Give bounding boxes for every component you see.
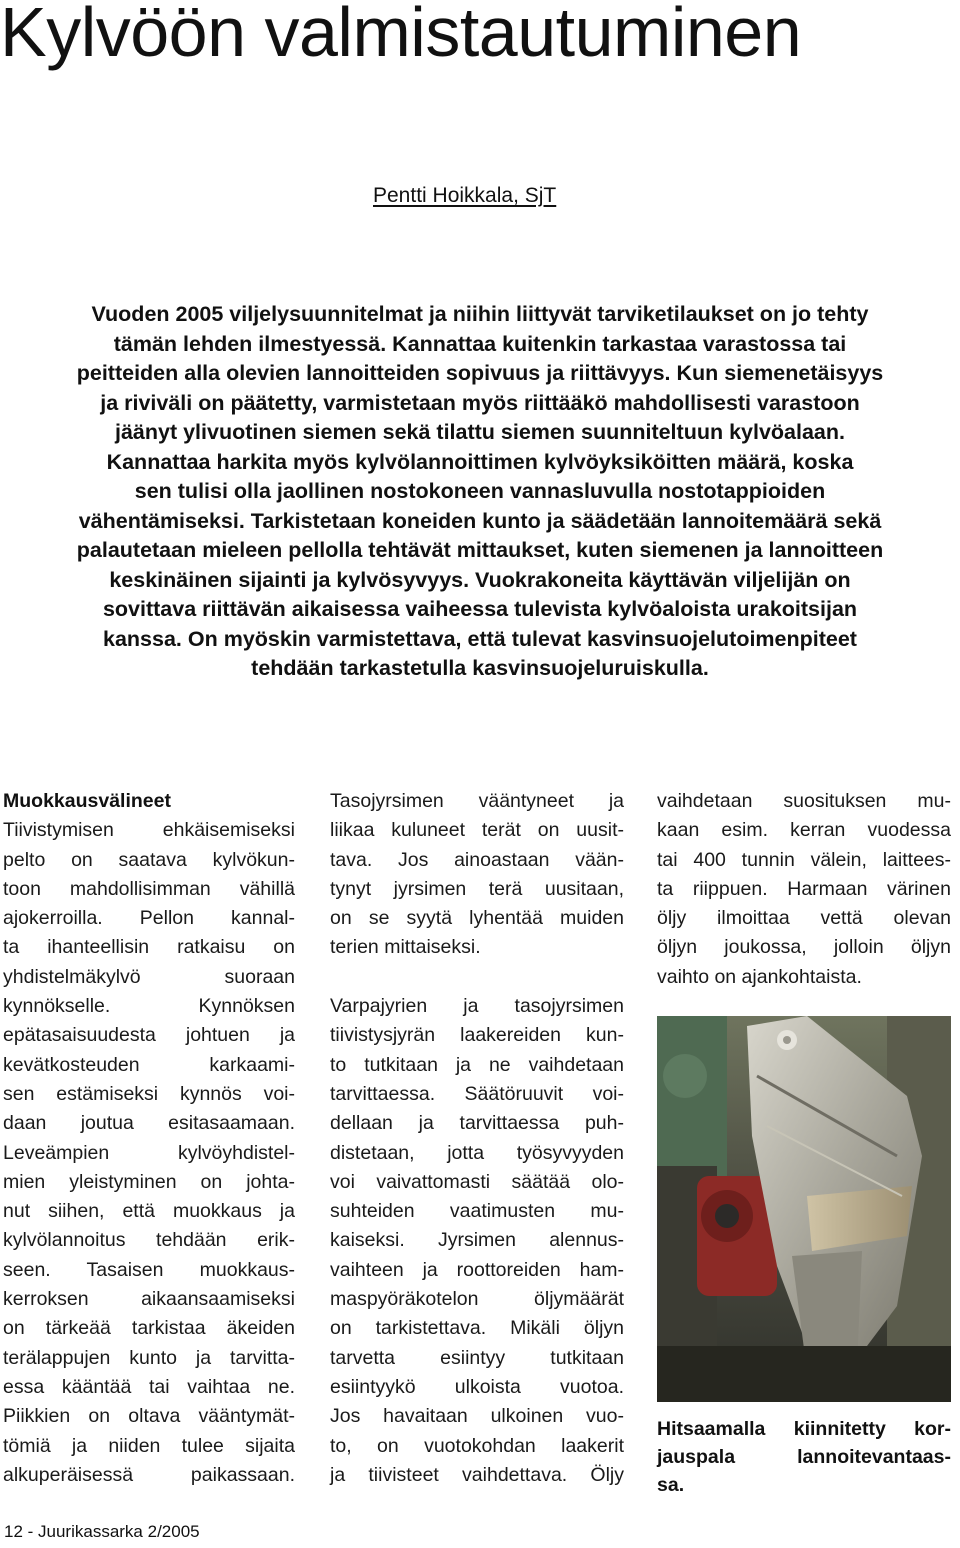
lead-line: tämän lehden ilmestyessä. Kannattaa kuitenkin tarkastaa varastossa tai [113,331,847,356]
body-line: on se syytä lyhentää muiden [330,907,624,930]
body-line: vaihto on ajankohtaista. [657,965,862,988]
body-line: Jos havaitaan ulkoinen vuo- [330,1405,624,1428]
body-line: kaan esim. kerran vuodessa [657,819,951,842]
body-line: tai 400 tunnin välein, laittees- [657,848,951,871]
body-line: essa kääntää tai vaihtaa ne. [3,1375,295,1398]
body-line: terälappujen kunto ja tarvitta- [3,1346,295,1369]
article-title: Kylvöön valmistautuminen [0,0,802,71]
body-line: distetaan, jotta työsyvyyden [330,1141,624,1164]
body-line: dellaan ja tarvittaessa puh- [330,1112,624,1135]
lead-line: tehdään tarkastetulla kasvinsuojeluruiskulla. [251,656,709,680]
body-line: tarvetta esiintyy tutkitaan [330,1346,624,1369]
body-line: epätasaisuudesta johtuen ja [3,1024,295,1047]
body-line: liikaa kuluneet terät on uusit- [330,819,624,842]
body-line: maspyöräkotelon öljymäärät [330,1288,624,1311]
caption-line: jauspala lannoitevantaas- [657,1446,951,1468]
lead-line: peitteiden alla olevien lannoitteiden sopivuus ja riittävyys. Kun siemenetäisyys [76,361,884,385]
lead-line: palautetaan mieleen pellolla tehtävät mittaukset, kuten siemenen ja lannoitteen [76,538,884,562]
body-line: tiivistysjyrän laakereiden kun- [330,1024,624,1047]
lead-line: sovittava riittävän aikaisessa vaiheessa tulevista kylvöaloista urakoitsijan [102,597,858,621]
column-3 [657,787,951,992]
body-line: pelto on saatava kylvökun- [3,848,295,871]
caption-line: sa. [657,1474,685,1496]
body-line: alkuperäisessä paikassaan. [3,1463,295,1486]
body-line: Varpajyrien ja tasojyrsimen [330,995,624,1018]
paragraph-gap [330,963,624,992]
lead-line: Kannattaa harkita myös kylvölannoittimen kylvöyksiköitten määrä, koska [106,449,854,474]
body-line: kylvölannoitus tehdään erik- [3,1229,295,1252]
body-line: mien yleistyminen on johta- [3,1170,295,1193]
photo-caption [657,1415,951,1499]
body-line: ta ihanteellisin ratkaisu on [3,936,295,959]
lead-line: kanssa. On myöskin varmistettava, että tulevat kasvinsuojelutoimenpiteet [103,626,857,651]
body-line: to, on vuotokohdan laakerit [330,1434,624,1457]
body-line: öljy ilmoittaa vettä olevan [657,907,951,930]
body-line: voi vaivattomasti säätää olo- [330,1170,624,1193]
lead-line: jäänyt ylivuotinen siemen sekä tilattu siemen suunniteltuun kylvöalaan. [114,420,845,444]
body-line: suhteiden vaatimusten mu- [330,1200,624,1223]
lead-line: ja riviväli on päätetty, varmistetaan myös riittääkö mahdollisesti varastoon [100,390,860,415]
body-line: ta riippuen. Harmaan värinen [657,877,951,900]
lead-line: Vuoden 2005 viljelysuunnitelmat ja niihin liittyvät tarviketilaukset on jo tehty [91,302,869,326]
body-line: on tarkistettava. Mikäli öljyn [330,1317,624,1340]
body-line: ajokerroilla. Pellon kannal- [3,907,295,930]
body-line: tava. Jos ainoastaan vään- [330,848,624,871]
body-line: vaihteen ja roottoreiden ham- [330,1258,624,1281]
body-line: esiintyykö ulkoista vuotoa. [330,1375,624,1398]
body-line: toon mahdollisimman vähillä [3,877,295,900]
column-1 [3,787,295,1490]
page-footer: 12 - Juurikassarka 2/2005 [4,1522,200,1541]
body-line: vaihdetaan suosituksen mu- [657,790,951,812]
lead-line: keskinäinen sijainti ja kylvösyvyys. Vuokrakoneita käyttävän viljelijän on [109,567,851,592]
body-line: kynnökselle. Kynnöksen [3,995,295,1018]
body-line: Tasojyrsimen vääntyneet ja [330,790,624,812]
lead-line: sen tulisi olla jaollinen nostokoneen vannasluvulla nostotappioiden [134,479,826,503]
body-line: tarvittaessa. Säätöruuvit voi- [330,1082,624,1105]
body-line: Tiivistymisen ehkäisemiseksi [3,819,295,842]
body-line: nut siihen, että muokkaus ja [3,1200,295,1223]
body-line: Piikkien on oltava vääntymät- [3,1405,295,1428]
body-line: to tutkitaan ja ne vaihdetaan [330,1053,624,1076]
body-line: kaiseksi. Jyrsimen alennus- [330,1229,624,1252]
body-line: kevätkosteuden karkaami- [3,1053,295,1076]
body-line: tynyt jyrsimen terä uusitaan, [330,877,624,900]
lead-line: vähentämiseksi. Tarkistetaan koneiden kunto ja säädetään lannoitemäärä sekä [78,508,882,533]
article-photo [657,1016,951,1402]
body-line: yhdistelmäkylvö suoraan [3,965,295,988]
body-line: öljyn joukossa, jolloin öljyn [657,936,951,959]
section-heading: Muokkausvälineet [3,790,171,812]
caption-line: Hitsaamalla kiinnitetty kor- [657,1418,951,1440]
body-line: sen estämiseksi kynnös voi- [3,1082,295,1105]
lead-paragraph [0,300,960,684]
column-2 [330,787,624,1490]
body-line: seen. Tasaisen muokkaus- [3,1258,295,1281]
author-byline: Pentti Hoikkala, SjT [373,184,557,207]
body-line: terien mittaiseksi. [330,936,481,959]
body-line: tömiä ja niiden tulee sijaita [3,1434,295,1457]
body-line: ja tiivisteet vaihdettava. Öljy [330,1463,624,1486]
body-line: on tärkeää tarkistaa äkeiden [3,1317,295,1340]
body-line: Leveämpien kylvöyhdistel- [3,1141,295,1164]
body-line: daan joutua esitasaamaan. [3,1112,295,1135]
body-line: kerroksen aikaansaamiseksi [3,1288,295,1311]
